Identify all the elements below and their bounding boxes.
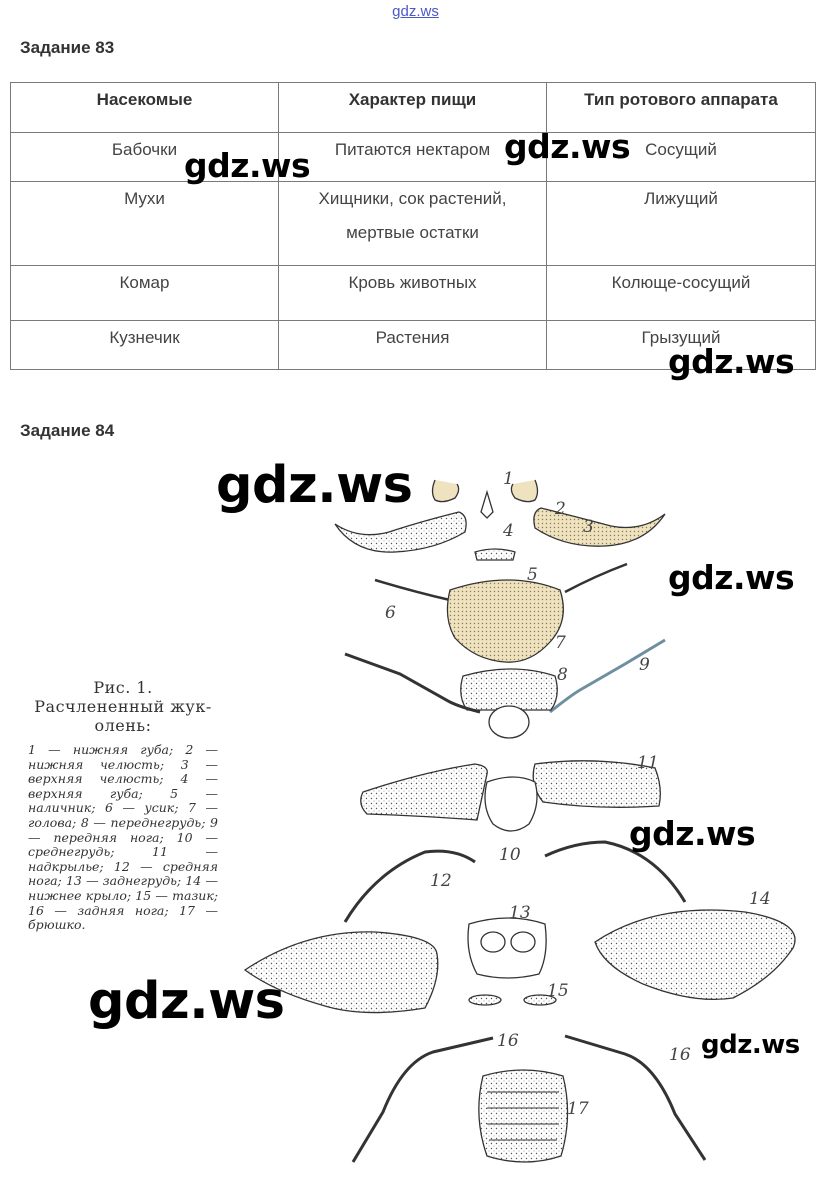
figure-caption <box>28 678 218 933</box>
abdomen <box>479 1070 568 1162</box>
labrum <box>475 549 515 560</box>
table-cell: Колюще-сосущий <box>547 266 816 321</box>
table-row <box>11 266 816 321</box>
figure-caption-legend: 1 — нижняя губа; 2 — нижняя челюсть; 3 — верхняя челюсть; 4 — верхняя губа; 5 — наличник; 6 — усик; 7 — голова; 8 — переднегрудь; 9 — передняя нога; 10 — среднегрудь; 11 — надкрылье; 12 — средняя нога; 13 — заднегрудь; 14 — нижнее крыло; 15 — тазик; 16 — задняя нога; 17 — брюшко. <box>28 742 218 933</box>
table-cell: Лижущий <box>547 182 816 266</box>
part-number-label: 3 <box>583 517 594 537</box>
task-84-title: Задание 84 <box>20 421 115 440</box>
part-number-label: 2 <box>555 499 566 519</box>
table-header-row <box>11 83 816 133</box>
middle-leg-left <box>345 851 475 922</box>
table-row <box>11 133 816 182</box>
part-number-label: 9 <box>639 655 650 675</box>
table-cell: Растения <box>279 321 547 370</box>
front-leg-left <box>345 654 480 712</box>
maxilla-right <box>511 480 537 502</box>
task-83-title: Задание 83 <box>20 38 115 57</box>
figure-caption-title: Рис. 1. Расчлененный жук-олень: <box>34 678 212 735</box>
part-number-label: 1 <box>503 469 514 489</box>
table-cell: Кузнечик <box>11 321 279 370</box>
part-number-label: 5 <box>527 565 538 585</box>
part-number-label: 17 <box>567 1099 589 1119</box>
table-cell: Грызущий <box>547 321 816 370</box>
site-link[interactable]: gdz.ws <box>392 3 439 20</box>
mandible-left <box>335 512 466 552</box>
insects-table <box>10 82 816 370</box>
mesothorax <box>485 777 537 831</box>
mandible-right <box>534 508 665 546</box>
table-cell: Комар <box>11 266 279 321</box>
part-number-label: 13 <box>509 903 531 923</box>
watermark: gdz.ws <box>184 146 311 185</box>
watermark: gdz.ws <box>629 814 756 853</box>
head <box>447 580 563 662</box>
table-cell: Сосущий <box>547 133 816 182</box>
part-number-label: 12 <box>430 871 452 891</box>
table-cell: Бабочки <box>11 133 279 182</box>
table-header: Насекомые <box>11 83 279 133</box>
part-number-label: 16 <box>669 1045 691 1065</box>
part-number-label: 7 <box>555 633 566 653</box>
table-cell: Мухи <box>11 182 279 266</box>
table-header: Тип ротового аппарата <box>547 83 816 133</box>
part-number-label: 15 <box>547 981 569 1001</box>
hind-wing-right <box>595 910 795 999</box>
watermark: gdz.ws <box>668 558 795 597</box>
part-number-label: 11 <box>637 753 659 773</box>
part-number-label: 10 <box>499 845 521 865</box>
prothorax-coxa <box>489 706 529 738</box>
antenna-left <box>375 580 450 600</box>
table-cell: Кровь животных <box>279 266 547 321</box>
table-row <box>11 182 816 266</box>
watermark: gdz.ws <box>701 1030 800 1060</box>
part-number-label: 6 <box>385 603 396 623</box>
maxilla-left <box>433 480 459 502</box>
part-number-label: 16 <box>497 1031 519 1051</box>
coxa-left <box>469 995 501 1005</box>
watermark: gdz.ws <box>88 972 285 1031</box>
watermark: gdz.ws <box>216 456 413 515</box>
watermark: gdz.ws <box>504 127 631 166</box>
part-number-label: 14 <box>749 889 771 909</box>
metathorax <box>468 918 546 978</box>
antenna-right <box>565 564 627 592</box>
part-number-label: 8 <box>557 665 568 685</box>
hind-leg-left <box>353 1038 493 1162</box>
table-cell: Питаются нектаром <box>279 133 547 182</box>
part-number-label: 4 <box>503 521 514 541</box>
elytron-left <box>361 764 488 820</box>
table-cell: Хищники, сок растений, мертвые остатки <box>279 182 547 266</box>
labium <box>481 492 493 518</box>
table-header: Характер пищи <box>279 83 547 133</box>
prothorax <box>461 669 558 710</box>
watermark: gdz.ws <box>668 342 795 381</box>
